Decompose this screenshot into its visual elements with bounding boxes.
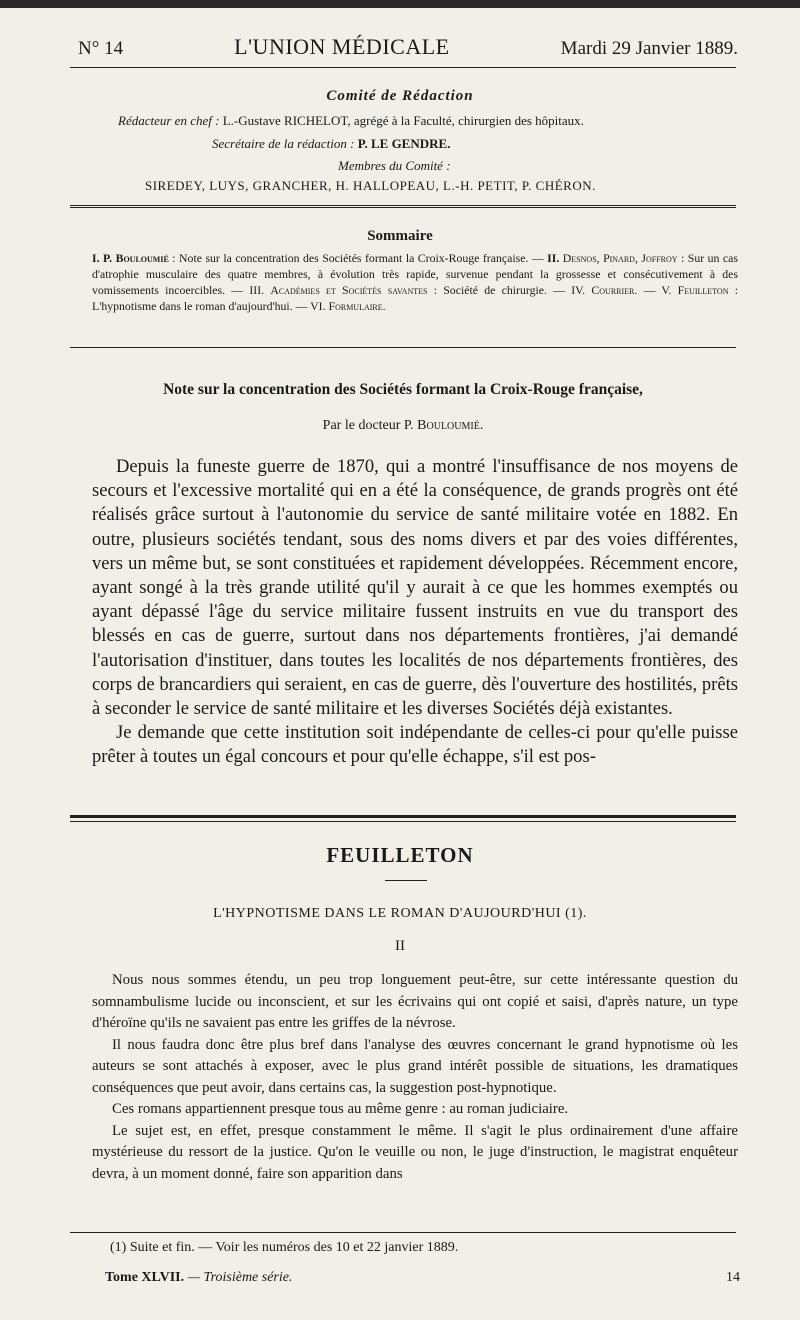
feuilleton-rule-thin [70,821,736,822]
feuilleton-body [92,970,738,1185]
article-paragraph: Je demande que cette institution soit indépendante de celles-ci pour qu'elle puisse prêter à toutes un égal concours et pour qu'elle échappe, s'il est pos- [92,722,738,768]
feuilleton-paragraph: Le sujet est, en effet, presque constamment le même. Il s'agit le plus ordinairement d'une affaire mystérieuse du ressort de la justice. Qu'on le veuille ou non, le juge d'instruction, le magistrat enquêteur devra, à un moment donné, faire son apparition dans [92,1122,738,1182]
header-rule [70,67,736,68]
membres-value: SIREDEY, LUYS, GRANCHER, H. HALLOPEAU, L.-H. PETIT, P. CHÉRON. [145,178,596,193]
committee-title: Comité de Rédaction [326,88,474,104]
redacteur-label: Rédacteur en chef : [118,113,220,128]
sommaire-list [92,250,738,314]
footnote: (1) Suite et fin. — Voir les numéros des 10 et 22 janvier 1889. [110,1240,459,1255]
author-name: Bouloumié [417,418,480,433]
feuilleton-paragraph: Ces romans appartiennent presque tous au même genre : au roman judiciaire. [112,1101,569,1117]
secretaire-line [212,136,740,152]
page-number: 14 [726,1270,740,1285]
page-footer [105,1270,740,1286]
secretaire-label: Secrétaire de la rédaction : [212,136,355,151]
feuilleton-paragraph: Nous nous sommes étendu, un peu trop longuement peut-être, sur cette intéressante question du somnambulisme lucide ou inconscient, et sur les écrivains qui ont copié et saisi, d'après nature, un type d'héroïne qu'ils ne savaient pas entre les griffes de la névrose. [92,972,738,1031]
sommaire-item-2: II. Desnos, Pinard, Joffroy : Sur un cas d'atrophie musculaire des quatre membres, à évolution très rapide, survenue pendant la grossesse et consécutivement à des vomissements incoercibles. — [92,251,738,297]
feuilleton-section: II [395,938,405,954]
sommaire-item-4: IV. Courrier. — [571,283,662,297]
feuilleton-subtitle: L'HYPNOTISME DANS LE ROMAN D'AUJOURD'HUI (1). [213,906,587,921]
page-header [78,34,738,64]
sommaire-item-1: I. P. Bouloumié : Note sur la concentration des Sociétés formant la Croix-Rouge française. — [92,251,548,265]
sommaire-item-5: V. Feuilleton : L'hypnotisme dans le roman d'aujourd'hui. — [92,283,739,313]
article-paragraph: Depuis la funeste guerre de 1870, qui a montré l'insuffisance de nos moyens de secours et l'excessive mortalité qui en a été la conséquence, de grands progrès ont été réalisés grâce surtout à l'autonomie du service de santé militaire votée en 1882. En outre, plusieurs sociétés tendant, sous des noms divers et par des voies différentes, vers un même but, se sont constituées et rapidement développées. Récemment encore, ayant songé à la très grande utilité qu'il y aurait à ce que les hommes exemptés ou ayant dépassé l'âge du service militaire fussent instruits en vue du transport des blessés en cas de guerre, surtout dans nos départements frontières, j'ai demandé l'autorisation d'instituer, dans toutes les localités de nos départements frontières, des corps de brancardiers qui seraient, en cas de guerre, dès l'ouverture des hostilités, prêts à seconder le service de santé militaire et les diverses Sociétés déjà existantes. [92,456,738,720]
issue-number: N° 14 [78,38,124,59]
footnote-rule [70,1232,736,1233]
committee-rule [70,205,736,211]
sommaire-item-3: III. Académies et Sociétés savantes : Société de chirurgie. — [249,283,572,297]
journal-title: L'UNION MÉDICALE [234,34,450,59]
article-byline: Par le docteur P. Bouloumié. [322,418,484,433]
feuilleton-paragraph: Il nous faudra donc être plus bref dans l'analyse des œuvres concernant le grand hypnotisme où les auteurs se sont attachés à exposer, avec le plus grand intérêt possible de situations, les dramatiques conséquences que peut avoir, dans certains cas, la suggestion post-hypnotique. [92,1036,738,1096]
redacteur-value: L.-Gustave RICHELOT, agrégé à la Faculté, chirurgien des hôpitaux. [222,113,584,128]
secretaire-value: P. LE GENDRE. [357,136,451,151]
redacteur-line [118,113,740,129]
feuilleton-divider [385,880,427,881]
issue-date: Mardi 29 Janvier 1889. [560,38,738,59]
top-border [0,0,800,8]
feuilleton-title: FEUILLETON [326,843,474,867]
sommaire-item-6: VI. Formulaire. [310,299,386,313]
sommaire-title: Sommaire [367,228,433,244]
sommaire-rule [70,347,736,348]
volume-info: Tome XLVII. — Troisième série. [105,1270,293,1285]
feuilleton-rule [70,815,736,818]
membres-label: Membres du Comité : [338,158,451,173]
article-body [92,455,738,770]
article-title: Note sur la concentration des Sociétés formant la Croix-Rouge française, [163,381,643,398]
